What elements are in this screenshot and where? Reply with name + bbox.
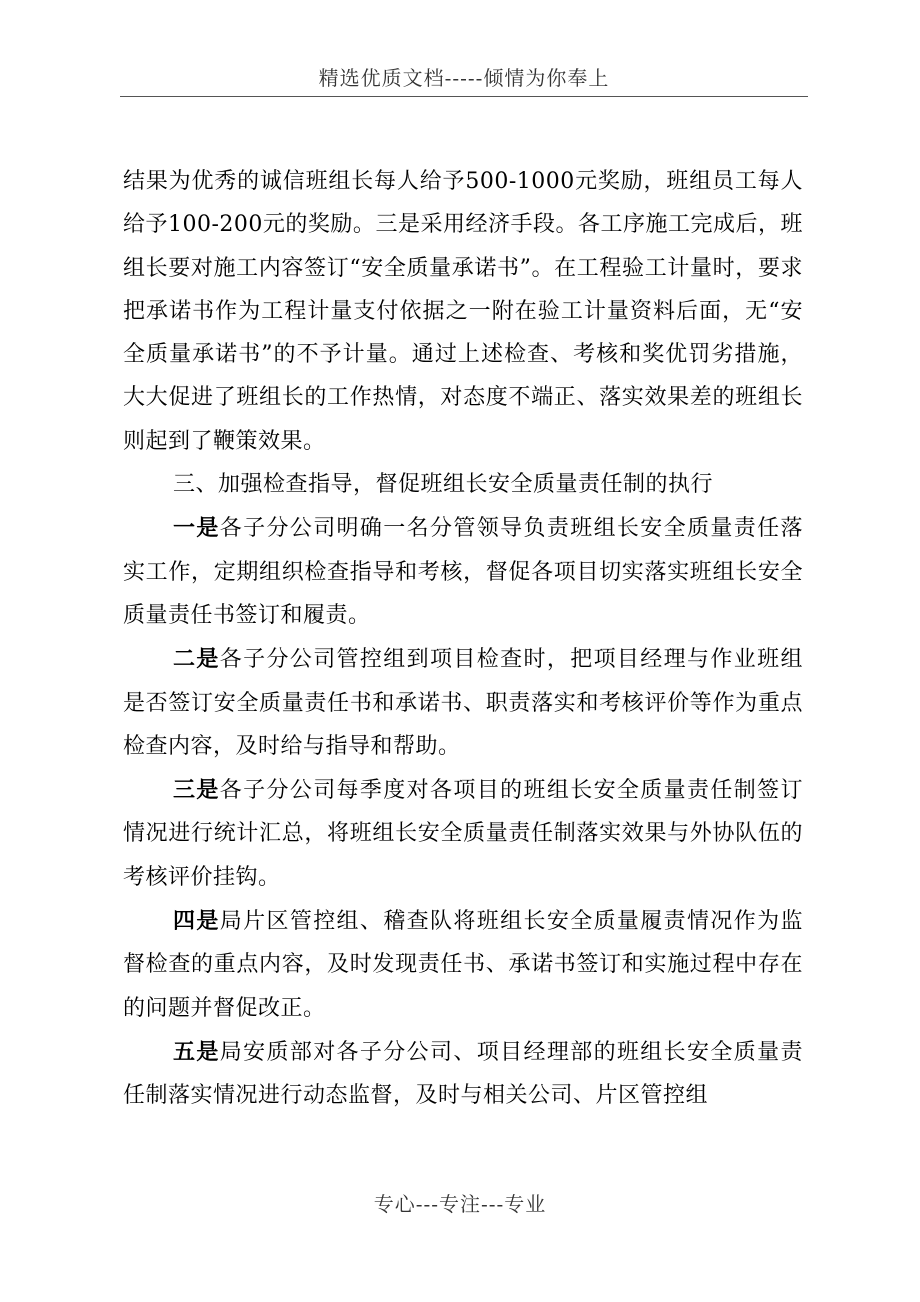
item-2-lead: 二是 (173, 646, 220, 673)
list-item-5 (123, 1031, 803, 1118)
footer-text: 专心---专注---专业 (373, 1192, 547, 1216)
list-item-1 (123, 507, 803, 637)
item-3-lead: 三是 (173, 777, 220, 804)
paragraph-continuation: 结果为优秀的诚信班组长每人给予500-1000元奖励，班组员工每人给予100-200元的奖励。三是采用经济手段。各工序施工完成后，班组长要对施工内容签订“安全质量承诺书”。在工程验工计量时，要求把承诺书作为工程计量支付依据之一附在验工计量资料后面，无“安全质量承诺书”的不予计量。通过上述检查、考核和奖优罚劣措施，大大促进了班组长的工作热情，对态度不端正、落实效果差的班组长则起到了鞭策效果。 (123, 169, 803, 454)
item-5-lead: 五是 (173, 1038, 220, 1065)
item-5-text: 局安质部对各子分公司、项目经理部的班组长安全质量责任制落实情况进行动态监督，及时与相关公司、片区管控组 (123, 1039, 803, 1109)
header-text: 精选优质文档-----倾情为你奉上 (318, 66, 610, 90)
list-item-3 (123, 769, 803, 899)
item-4-lead: 四是 (173, 908, 220, 935)
item-1-lead: 一是 (173, 515, 220, 542)
list-item-4 (123, 900, 803, 1030)
page-footer (0, 1190, 920, 1218)
document-body (123, 160, 803, 1118)
list-item-2 (123, 638, 803, 768)
section-heading-3: 三、加强检查指导，督促班组长安全质量责任制的执行 (173, 472, 714, 498)
item-1-text: 各子分公司明确一名分管领导负责班组长安全质量责任落实工作，定期组织检查指导和考核，督促各项目切实落实班组长安全质量责任书签订和履责。 (123, 516, 803, 628)
item-2-text: 各子分公司管控组到项目检查时，把项目经理与作业班组是否签订安全质量责任书和承诺书、职责落实和考核评价等作为重点检查内容，及时给与指导和帮助。 (123, 647, 803, 759)
item-4-text: 局片区管控组、稽查队将班组长安全质量履责情况作为监督检查的重点内容，及时发现责任书、承诺书签订和实施过程中存在的问题并督促改正。 (123, 909, 803, 1021)
item-3-text: 各子分公司每季度对各项目的班组长安全质量责任制签订情况进行统计汇总，将班组长安全质量责任制落实效果与外协队伍的考核评价挂钩。 (123, 778, 803, 890)
page-header (120, 64, 808, 97)
